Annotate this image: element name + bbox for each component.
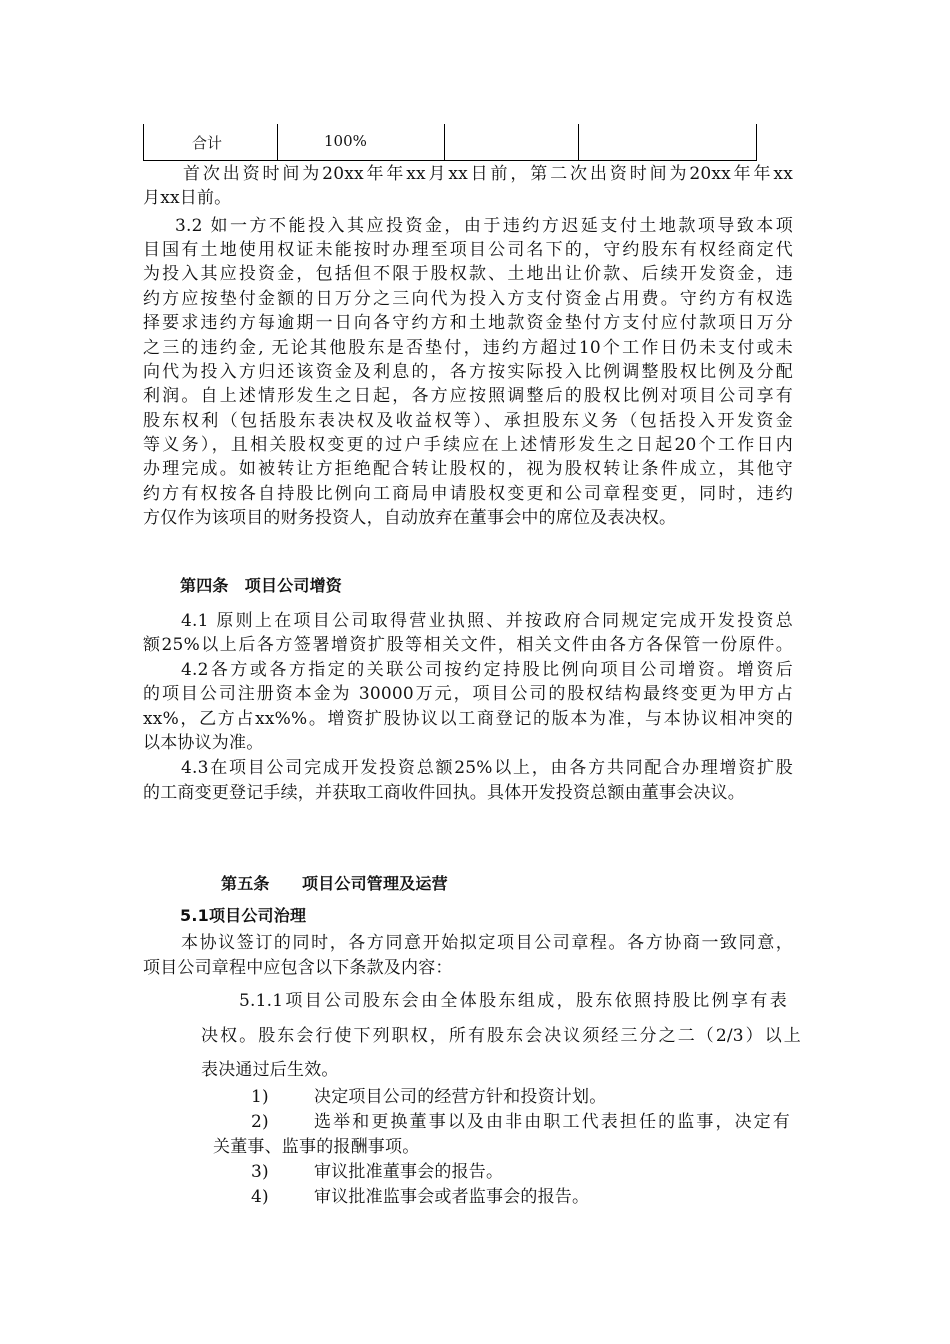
text-line: xx%，乙方占xx%%。增资扩股协议以工商登记的版本为准，与本协议相冲突的: [143, 709, 793, 729]
table-cell-total-percent: 100%: [324, 132, 367, 150]
table-divider: [578, 124, 579, 160]
text-line: 之三的违约金, 无论其他股东是否垫付，违约方超过10个工作日仍未支付或未: [143, 338, 793, 358]
text-line: 月xx日前。: [143, 188, 232, 208]
text-line: 项目公司章程中应包含以下条款及内容：: [143, 958, 453, 978]
text-line: 择要求违约方每逾期一日向各守约方和土地款资金垫付方支付应付款项日万分: [143, 313, 793, 333]
text-line: 额25%以上后各方签署增资扩股等相关文件，相关文件由各方各保管一份原件。: [143, 635, 793, 655]
text-line: 利润。自上述情形发生之日起，各方应按照调整后的股权比例对项目公司享有: [143, 386, 793, 406]
list-item-text: 选举和更换董事以及由非由职工代表担任的监事，决定有: [314, 1112, 790, 1132]
text-line: 股东权利（包括股东表决权及收益权等）、承担股东义务（包括投入开发资金: [143, 411, 793, 431]
list-item-text: 决定项目公司的经营方针和投资计划。: [314, 1087, 607, 1107]
text-line: 向代为投入方归还该资金及利息的，各方按实际投入比例调整股权比例及分配: [143, 362, 793, 382]
text-line: 4.1 原则上在项目公司取得营业执照、并按政府合同规定完成开发投资总: [181, 611, 793, 631]
text-line: 为投入其应投资金，包括但不限于股权款、土地出让价款、后续开发资金，违: [143, 264, 793, 284]
text-line: 3.2 如一方不能投入其应投资金，由于违约方迟延支付土地款项导致本项: [175, 216, 793, 236]
text-line: 以本协议为准。: [143, 733, 264, 753]
list-item-number: 4): [251, 1187, 269, 1207]
list-item-text: 审议批准监事会或者监事会的报告。: [314, 1187, 590, 1207]
list-item-number: 1): [251, 1087, 269, 1107]
list-item-number: 2): [251, 1112, 269, 1132]
text-line: 办理完成。如被转让方拒绝配合转让股权的，视为股权转让条件成立，其他守: [143, 459, 793, 479]
list-item-text: 审议批准董事会的报告。: [314, 1162, 504, 1182]
text-line: 5.1.1项目公司股东会由全体股东组成，股东依照持股比例享有表: [239, 991, 787, 1011]
text-line: 首次出资时间为20xx年年xx月xx日前，第二次出资时间为20xx年年xx: [183, 164, 793, 184]
list-item-text-continued: 关董事、监事的报酬事项。: [213, 1137, 420, 1157]
table-divider: [277, 124, 278, 160]
text-line: 约方有权按各自持股比例向工商局申请股权变更和公司章程变更，同时，违约: [143, 484, 793, 504]
text-line: 等义务），且相关股权变更的过户手续应在上述情形发生之日起20个工作日内: [143, 435, 793, 455]
text-line: 决权。股东会行使下列职权，所有股东会决议须经三分之二（2/3）以上: [201, 1026, 801, 1046]
text-line: 的工商变更登记手续，并获取工商收件回执。具体开发投资总额由董事会决议。: [143, 783, 745, 803]
section-5-1-heading: 5.1项目公司治理: [180, 906, 307, 925]
table-divider: [444, 124, 445, 160]
text-line: 目国有土地使用权证未能按时办理至项目公司名下的，守约股东有权经商定代: [143, 240, 793, 260]
text-line: 方仅作为该项目的财务投资人，自动放弃在董事会中的席位及表决权。: [143, 508, 677, 528]
text-line: 约方应按垫付金额的日万分之三向代为投入方支付资金占用费。守约方有权选: [143, 289, 793, 309]
table-cell-total-label: 合计: [192, 134, 223, 152]
list-item-number: 3): [251, 1162, 269, 1182]
text-line: 表决通过后生效。: [201, 1060, 339, 1080]
text-line: 的项目公司注册资本金为 30000万元，项目公司的股权结构最终变更为甲方占: [143, 684, 793, 704]
text-line: 4.2各方或各方指定的关联公司按约定持股比例向项目公司增资。增资后: [181, 660, 793, 680]
text-line: 本协议签订的同时，各方同意开始拟定项目公司章程。各方协商一致同意，: [181, 933, 793, 953]
article-5-heading: 第五条 项目公司管理及运营: [221, 874, 448, 893]
text-line: 4.3在项目公司完成开发投资总额25%以上，由各方共同配合办理增资扩股: [181, 758, 793, 778]
article-4-heading: 第四条 项目公司增资: [180, 576, 343, 595]
capital-table-total-row: [143, 124, 757, 161]
